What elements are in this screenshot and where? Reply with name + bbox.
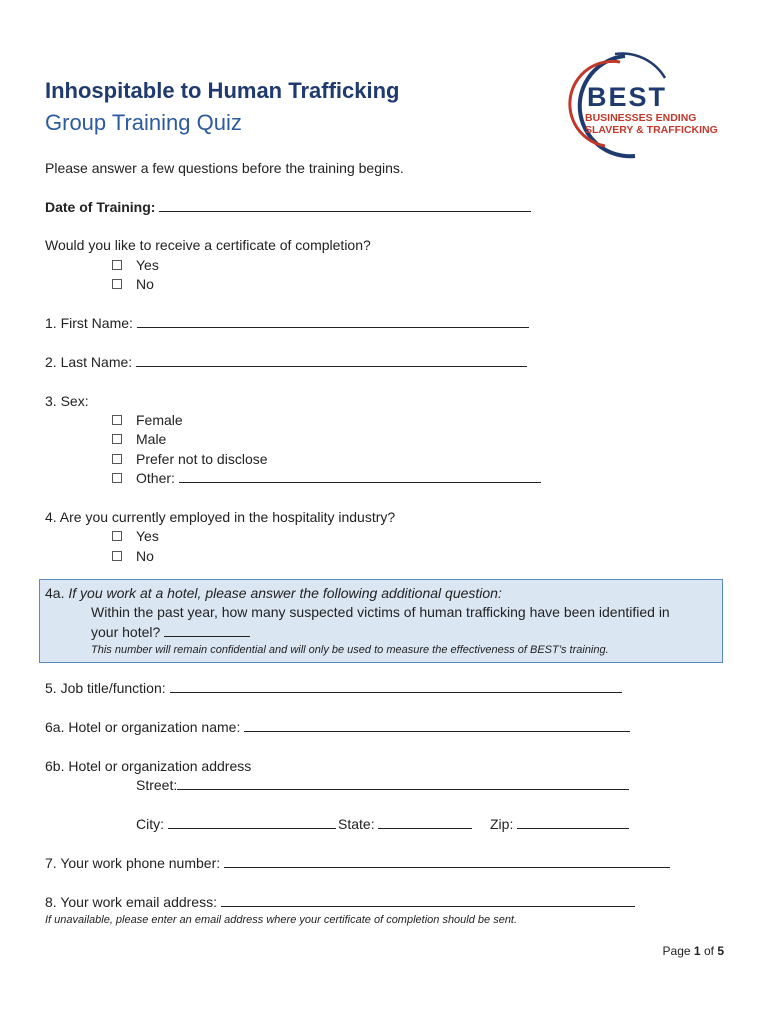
intro-text: Please answer a few questions before the training begins. [45,160,404,176]
first-name-label: 1. First Name: [45,315,133,331]
certificate-option-yes[interactable]: Yes [112,257,159,273]
logo-tagline-2: SLAVERY & TRAFFICKING [585,124,718,136]
zip-row [490,816,629,832]
org-name-label: 6a. Hotel or organization name: [45,719,241,735]
hotel-question-line2: your hotel? [91,624,250,640]
sex-label: 3. Sex: [45,393,89,409]
zip-field[interactable] [517,816,629,829]
date-label: Date of Training: [45,199,156,215]
state-row [338,816,472,832]
employed-question: 4. Are you currently employed in the hospitality industry? [45,509,396,525]
street-label: Street: [136,777,178,793]
last-name-label: 2. Last Name: [45,354,133,370]
logo-wordmark: BEST [587,82,668,112]
phone-label: 7. Your work phone number: [45,855,221,871]
city-label: City: [136,816,164,832]
state-label: State: [338,816,375,832]
zip-label: Zip: [490,816,514,832]
checkbox-icon[interactable] [112,279,122,289]
hotel-question-instruction: 4a. If you work at a hotel, please answer the following additional question: [45,585,502,601]
first-name-field[interactable] [137,315,529,328]
page-number: Page 1 of 5 [662,944,724,958]
sex-option-other[interactable]: Other: [112,470,541,486]
city-row [136,816,336,832]
logo-tagline-1: BUSINESSES ENDING [585,112,697,124]
org-address-label: 6b. Hotel or organization address [45,758,252,774]
job-title-label: 5. Job title/function: [45,680,166,696]
victims-count-field[interactable] [164,624,250,637]
job-title-row [45,680,622,696]
job-title-field[interactable] [170,680,622,693]
date-row [45,199,531,215]
sex-option-male[interactable]: Male [112,431,166,447]
last-name-row [45,354,527,370]
certificate-option-no[interactable]: No [112,276,154,292]
phone-row [45,855,670,871]
date-field[interactable] [159,199,531,212]
employed-option-no[interactable]: No [112,548,154,564]
page-subtitle: Group Training Quiz [45,110,242,135]
certificate-question: Would you like to receive a certificate of completion? [45,237,371,253]
city-field[interactable] [168,816,336,829]
checkbox-icon[interactable] [112,434,122,444]
checkbox-icon[interactable] [112,454,122,464]
email-note: If unavailable, please enter an email address where your certificate of completion should be sent. [45,914,518,926]
first-name-row [45,315,529,331]
checkbox-icon[interactable] [112,531,122,541]
phone-field[interactable] [224,855,670,868]
page-title: Inhospitable to Human Trafficking [45,78,400,103]
sex-option-female[interactable]: Female [112,412,183,428]
street-row [136,777,629,793]
best-logo [565,48,718,160]
employed-option-yes[interactable]: Yes [112,528,159,544]
email-label: 8. Your work email address: [45,894,217,910]
hotel-question-line1: Within the past year, how many suspected victims of human trafficking have been identified in [91,604,670,620]
checkbox-icon[interactable] [112,260,122,270]
email-row [45,894,635,910]
sex-option-prefer-not[interactable]: Prefer not to disclose [112,451,268,467]
checkbox-icon[interactable] [112,551,122,561]
sex-other-field[interactable] [179,470,541,483]
checkbox-icon[interactable] [112,415,122,425]
org-name-row [45,719,630,735]
org-name-field[interactable] [244,719,630,732]
state-field[interactable] [378,816,472,829]
hotel-question-note: This number will remain confidential and will only be used to measure the effectiveness of BEST’s training. [91,644,609,656]
email-field[interactable] [221,894,635,907]
street-field[interactable] [177,777,629,790]
checkbox-icon[interactable] [112,473,122,483]
last-name-field[interactable] [136,354,527,367]
